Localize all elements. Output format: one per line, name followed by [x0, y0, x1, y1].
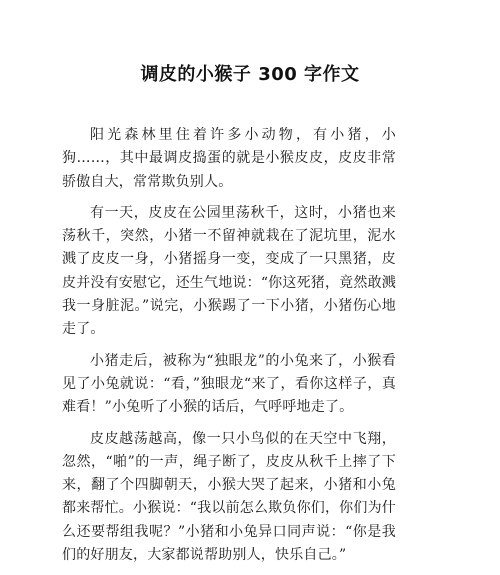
document-title: 调皮的小猴子 300 字作文	[140, 64, 360, 85]
paragraph: 皮皮越荡越高，像一只小鸟似的在天空中飞翔，忽然，“啪”的一声，绳子断了，皮皮从秋千上摔了下来，翻了个四脚朝天，小猴大哭了起来，小猪和小兔都来帮忙。小猴说：“我以前怎么欺负你们，你们为什么还要帮组我呢？”小猪和小兔异口同声说：“你是我们的好朋友，大家都说帮助别人，快乐自己。”	[62, 430, 396, 564]
paragraph: 小猪走后，被称为“独眼龙”的小兔来了，小猴看见了小兔就说：“看，”独眼龙“来了，看你这样子，真难看！”小兔听了小猴的话后，气呼呼地走了。	[62, 352, 396, 416]
paragraph: 阳光森林里住着许多小动物，有小猪，小狗……，其中最调皮捣蛋的就是小猴皮皮，皮皮非常骄傲自大，常常欺负别人。	[62, 127, 396, 190]
document-body	[62, 124, 396, 575]
paragraph: 有一天，皮皮在公园里荡秋千，这时，小猪也来荡秋千，突然，小猪一不留神就栽在了泥坑里，泥水溅了皮皮一身，小猪摇身一变，变成了一只黑猪，皮皮并没有安慰它，还生气地说：“你这死猪，竟然敢溅我一身脏泥。”说完，小猴踢了一下小猪，小猪伤心地走了。	[62, 204, 396, 338]
